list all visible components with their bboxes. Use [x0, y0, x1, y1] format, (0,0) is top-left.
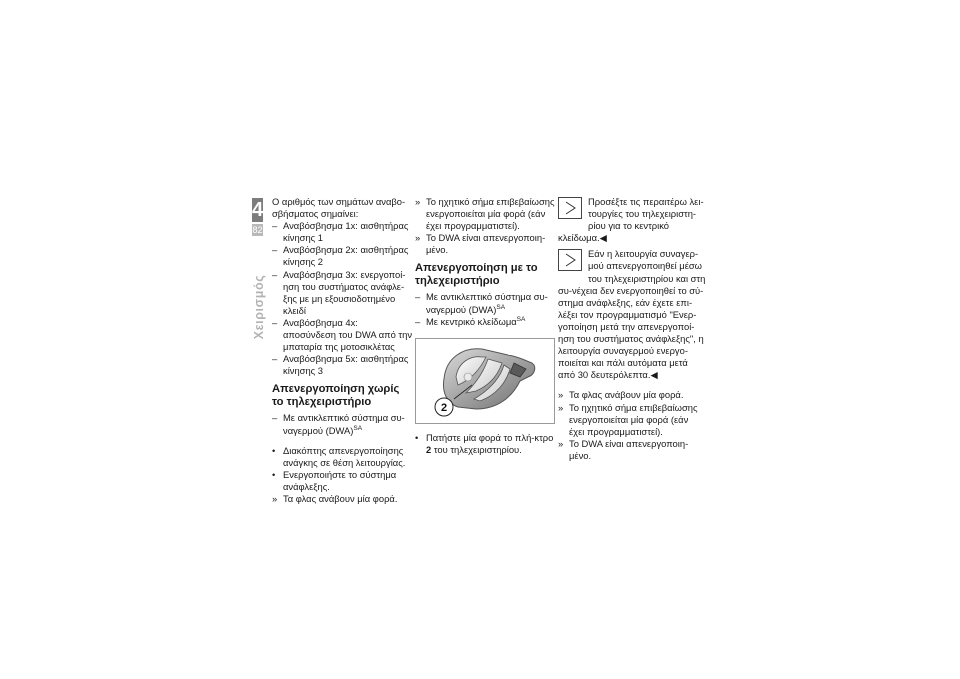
page-number: 82 — [252, 225, 263, 235]
instruction-item: • Διακόπτης απενεργοποίησης ανάγκης σε θέση λειτουργίας. — [272, 444, 406, 468]
list-item: – Αναβόσβησμα 2x: αισθητήρας κίνησης 2 — [272, 244, 409, 268]
requirement-item: – Με αντικλεπτικό σύστημα συ-ναγερμού (DWA)$^{SA}$ — [272, 412, 405, 436]
list-item: – Αναβόσβησμα 5x: αισθητήρας κίνησης 3 — [272, 353, 409, 377]
chapter-number: 4 — [252, 199, 264, 221]
instruction-item: • Ενεργοποιήστε το σύστημα ανάφλεξης. — [272, 468, 397, 492]
section-heading: Απενεργοποίηση με το τηλεχειριστήριο — [415, 262, 538, 288]
requirement-item: – Με αντικλεπτικό σύστημα συ-ναγερμού (DWA)$^{SA}$ — [415, 291, 548, 315]
remote-key-figure — [415, 338, 555, 424]
result-item: » Το ηχητικό σήμα επιβεβαίωσης ενεργοποιείται μία φορά (εάν έχει προγραμματιστεί). — [415, 196, 555, 232]
chapter-title: Χειρισμός — [252, 274, 266, 340]
play-note-icon — [558, 249, 582, 271]
column-3 — [558, 196, 706, 462]
result-item: » Το DWA είναι απενεργοποιη-μένο. — [558, 437, 689, 461]
intro-text: Ο αριθμός των σημάτων αναβο-σβήσματος σημαίνει: — [272, 196, 406, 220]
list-item: – Αναβόσβησμα 3x: ενεργοποί-ηση του συστήματος ανάφλε-ξης με μη εξουσιοδοτημένο κλειδί — [272, 268, 406, 316]
result-item: » Τα φλας ανάβουν μία φορά. — [272, 492, 398, 504]
requirement-item: – Με κεντρικό κλείδωμα$^{SA}$ — [415, 315, 526, 327]
instruction-item: • Πατήστε μία φορά το πλή-κτρο 2 του τηλεχειριστηρίου. — [415, 431, 554, 455]
play-note-icon — [558, 197, 582, 219]
column-1 — [272, 196, 412, 505]
result-item: » Το ηχητικό σήμα επιβεβαίωσης ενεργοποιείται μία φορά (εάν έχει προγραμματιστεί). — [558, 401, 698, 437]
figure-callout-label: 2 — [440, 401, 448, 414]
note-block: Προσέξτε τις περαιτέρω λει-τουργίες του τηλεχειριστη-ρίου για το κεντρικό κλείδωμα.◀ — [558, 196, 704, 244]
remote-key-icon — [416, 339, 554, 423]
column-2 — [415, 196, 555, 456]
section-heading: Απενεργοποίηση χωρίς το τηλεχειριστήριο — [272, 383, 400, 409]
list-item: – Αναβόσβησμα 1x: αισθητήρας κίνησης 1 — [272, 220, 409, 244]
result-item: » Το DWA είναι απενεργοποιη-μένο. — [415, 232, 546, 256]
note-block: Εάν η λειτουργία συναγερ-μού απενεργοποιηθεί μέσω του τηλεχειριστηρίου και στη συ-νέχεια δεν ενεργοποιηθεί το σύ-στημα ανάφλεξης, εάν έχετε επι-λέξει τον προγραμματισμό "Ενερ-γοποίηση μετά την απενεργοποί-ηση του συστήματος ανάφλεξης", η λειτουργία συναγερμού ενεργο-ποιείται και πάλι αυτόματα μετά από 30 δευτερόλεπτα.◀ — [558, 248, 706, 381]
result-item: » Τα φλας ανάβουν μία φορά. — [558, 389, 684, 401]
list-item: – Αναβόσβησμα 4x: αποσύνδεση του DWA από την μπαταρία της μοτοσικλέτας — [272, 316, 413, 353]
